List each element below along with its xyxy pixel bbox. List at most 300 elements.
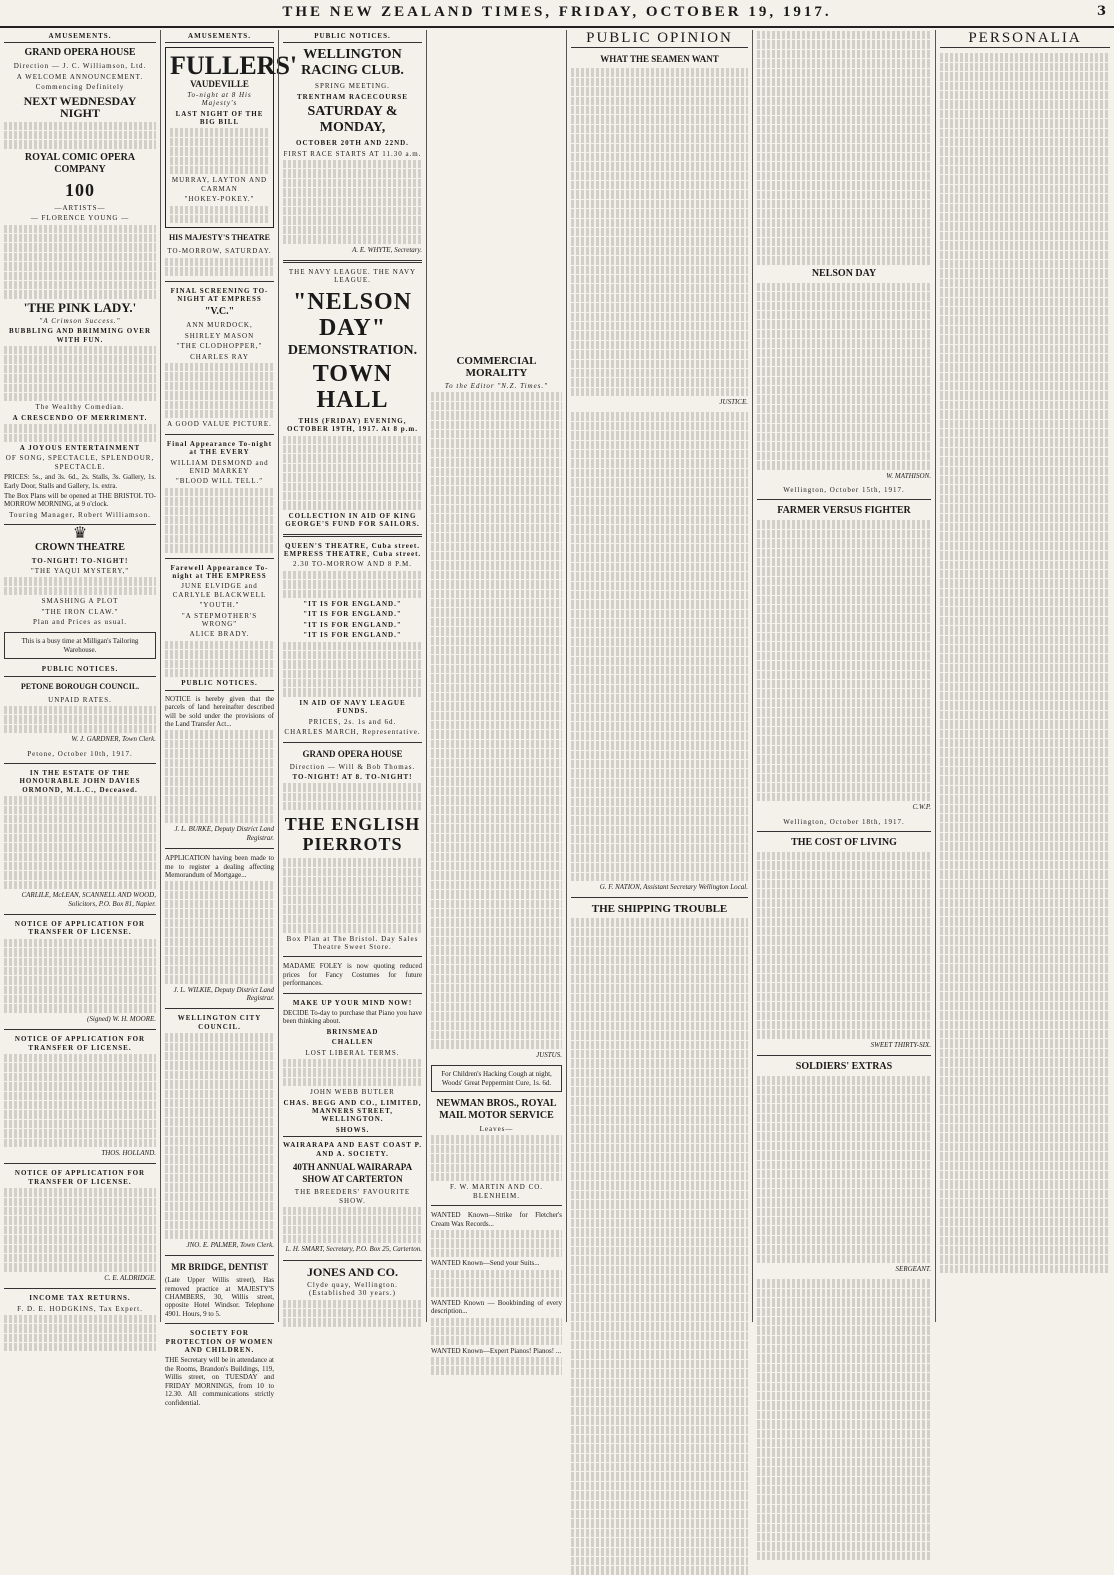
heading-shipping: THE SHIPPING TROUBLE: [591, 903, 728, 916]
body-text-line: [940, 119, 1110, 127]
body-text-line: [571, 97, 748, 105]
body-text-line: [940, 288, 1110, 296]
body-text-line: [571, 497, 748, 505]
body-text-line: [571, 1313, 748, 1321]
body-text-line: [571, 553, 748, 561]
body-text-line: [431, 1288, 562, 1296]
body-text-line: [571, 78, 748, 86]
body-text-line: [940, 683, 1110, 691]
notice-petone-date: Petone, October 10th, 1917.: [27, 749, 133, 758]
body-text-line: [940, 53, 1110, 61]
body-text-line: [757, 1198, 931, 1206]
body-text-line: [940, 175, 1110, 183]
ad-queens: QUEEN'S THEATRE, Cuba street. EMPRESS THEATRE, Cuba street.: [283, 541, 422, 558]
notice-dispose: NOTICE is hereby given that the parcels of land hereinafter described will be sold under the provisions of the Land Transfer Act...: [165, 694, 274, 728]
body-text-line: [757, 311, 931, 319]
body-text-line: [4, 725, 156, 733]
body-text-line: [757, 605, 931, 613]
body-text-line: [571, 675, 748, 683]
ad-smashing: SMASHING A PLOT: [41, 597, 119, 606]
body-text-line: [757, 106, 931, 114]
body-text-line: [571, 181, 748, 189]
body-text-line: [431, 1031, 562, 1039]
ad-smart: L. H. SMART, Secretary, P.O. Box 25, Carterton.: [285, 1245, 422, 1254]
body-text-line: [283, 580, 422, 588]
body-text-line: [757, 191, 931, 199]
ad-artists: —ARTISTS—: [54, 203, 106, 212]
body-text-line: [431, 1145, 562, 1153]
body-text-line: [571, 975, 748, 983]
body-text-line: [757, 871, 931, 879]
body-text-line: [283, 1318, 422, 1326]
body-text-line: [283, 1300, 422, 1308]
section-public-notices: PUBLIC NOTICES.: [4, 665, 156, 676]
body-text-line: [4, 1315, 156, 1323]
body-text-line: [757, 993, 931, 1001]
body-text-line: [571, 266, 748, 274]
body-text-line: [757, 1245, 931, 1253]
body-text-line: [940, 899, 1110, 907]
body-text-line: [283, 216, 422, 224]
body-text-line: [431, 449, 562, 457]
ad-collection: COLLECTION IN AID OF KING GEORGE'S FUND FOR SAILORS.: [285, 511, 420, 529]
body-text-line: [571, 741, 748, 749]
body-text-line: [940, 251, 1110, 259]
body-text-line: [571, 769, 748, 777]
notice-palmer: JNO. E. PALMER, Town Clerk.: [186, 1240, 274, 1249]
body-text-line: [571, 1501, 748, 1509]
body-text-line: [757, 746, 931, 754]
body-text-line: [757, 624, 931, 632]
body-text-line: [940, 82, 1110, 90]
body-text-line: [431, 608, 562, 616]
body-text-line: [4, 706, 156, 714]
body-text-line: [757, 414, 931, 422]
body-text-line: [940, 157, 1110, 165]
body-text-line: [283, 688, 422, 696]
body-text-line: [165, 806, 274, 814]
body-text-line: [431, 524, 562, 532]
ad-comedian: The Wealthy Comedian.: [35, 403, 125, 412]
body-text-line: [571, 1087, 748, 1095]
body-text-line: [571, 1416, 748, 1424]
body-text-line: [4, 976, 156, 984]
body-text-line: [431, 777, 562, 785]
body-text-line: [165, 507, 274, 515]
body-text-line: [283, 905, 422, 913]
notice-gardner: W. J. GARDNER, Town Clerk.: [71, 735, 156, 744]
body-text-line: [571, 341, 748, 349]
ad-wanted-4: WANTED Known—Expert Pianos! Pianos! ...: [431, 1346, 562, 1355]
body-text-line: [571, 1144, 748, 1152]
ad-it-is-3: "IT IS FOR ENGLAND.": [303, 620, 402, 629]
body-text-line: [940, 1246, 1110, 1254]
body-text-line: [940, 185, 1110, 193]
body-text-line: [757, 97, 931, 105]
body-text-line: [940, 241, 1110, 249]
body-text-line: [757, 965, 931, 973]
ad-grand-opera-house: GRAND OPERA HOUSE: [24, 47, 136, 59]
body-text-line: [4, 355, 156, 363]
body-text-line: [571, 563, 748, 571]
body-text-line: [757, 680, 931, 688]
body-text-line: [165, 382, 274, 390]
body-text-line: [571, 1097, 748, 1105]
body-text-line: [431, 890, 562, 898]
body-text-line: [283, 1235, 422, 1243]
body-text-line: [283, 783, 422, 791]
body-text-line: [940, 974, 1110, 982]
notice-holland: THOS. HOLLAND.: [101, 1148, 156, 1157]
body-text-line: [165, 641, 274, 649]
body-text-line: [571, 360, 748, 368]
body-text-line: [940, 457, 1110, 465]
body-text-line: [940, 579, 1110, 587]
body-text-line: [431, 975, 562, 983]
body-text-line: [571, 275, 748, 283]
body-text-line: [283, 660, 422, 668]
body-text-line: [431, 1003, 562, 1011]
ad-elvidge: JUNE ELVIDGE and CARLYLE BLACKWELL: [172, 582, 267, 599]
ad-march: CHARLES MARCH, Representative.: [284, 728, 421, 737]
body-text-line: [571, 284, 748, 292]
body-text-line: [757, 1226, 931, 1234]
section-public-notices-3: PUBLIC NOTICES.: [283, 32, 422, 43]
body-text-line: [4, 140, 156, 148]
body-text-line: [165, 1165, 274, 1173]
body-text-line: [571, 1238, 748, 1246]
body-text-line: [571, 863, 748, 871]
body-text-line: [571, 835, 748, 843]
body-text-line: [757, 1495, 931, 1503]
body-text-line: [757, 144, 931, 152]
ad-bristol: Box Plan at The Bristol. Day Sales Theatre Sweet Store.: [286, 934, 419, 952]
body-text-line: [4, 384, 156, 392]
body-text-line: [757, 699, 931, 707]
body-text-line: [571, 303, 748, 311]
body-text-line: [757, 256, 931, 264]
ad-grand-opera-3: GRAND OPERA HOUSE: [302, 748, 403, 759]
body-text-line: [571, 1041, 748, 1049]
body-text-line: [940, 194, 1110, 202]
ad-final-appearance: Final Appearance To-night at THE EVERY: [166, 439, 273, 457]
body-text-line: [757, 955, 931, 963]
body-text-line: [571, 322, 748, 330]
body-text-line: [940, 1124, 1110, 1132]
body-text-line: [757, 339, 931, 347]
body-text-line: [571, 190, 748, 198]
body-text-line: [940, 795, 1110, 803]
body-text-line: [757, 59, 931, 67]
body-text-line: [571, 1407, 748, 1415]
body-text-line: [757, 1383, 931, 1391]
col5-nation: G. F. NATION, Assistant Secretary Wellington Local.: [599, 883, 748, 892]
body-text-line: [940, 880, 1110, 888]
body-text-line: [431, 749, 562, 757]
notice-aldridge: C. E. ALDRIDGE.: [104, 1273, 156, 1282]
body-text-line: [571, 488, 748, 496]
body-text-line: [4, 234, 156, 242]
body-text-line: [4, 986, 156, 994]
body-text-line: [571, 459, 748, 467]
body-text-line: [571, 816, 748, 824]
body-text-line: [4, 1216, 156, 1224]
body-text-line: [165, 759, 274, 767]
ad-song: OF SONG, SPECTACLE, SPLENDOUR, SPECTACLE.: [5, 454, 155, 471]
body-text-line: [940, 607, 1110, 615]
body-text-line: [165, 258, 274, 266]
body-text-line: [431, 1279, 562, 1287]
body-text-line: [165, 1230, 274, 1238]
body-text-line: [757, 1289, 931, 1297]
ad-fullers: [165, 47, 298, 228]
notice-secretary: THE Secretary will be in attendance at the Rooms, Brandon's Buildings, 119, Willis street, on TUESDAY and FRIDAY MORNINGS, from 10 to 12.30. All communications strictly confidential.: [165, 1356, 274, 1407]
body-text-line: [571, 350, 748, 358]
body-text-line: [4, 806, 156, 814]
body-text-line: [431, 590, 562, 598]
body-text-line: [165, 1043, 274, 1051]
body-text-line: [431, 1249, 562, 1257]
body-text-line: [757, 1179, 931, 1187]
body-text-line: [4, 1334, 156, 1342]
body-text-line: [757, 134, 931, 142]
body-text-line: [757, 1364, 931, 1372]
body-text-line: [431, 665, 562, 673]
body-text-line: [431, 693, 562, 701]
ad-spring: SPRING MEETING.: [315, 82, 390, 91]
body-text-line: [4, 715, 156, 723]
body-text-line: [431, 730, 562, 738]
body-text-line: [4, 374, 156, 382]
body-text-line: [431, 1022, 562, 1030]
body-text-line: [283, 188, 422, 196]
body-text-line: [940, 842, 1110, 850]
body-text-line: [940, 776, 1110, 784]
body-text-line: [757, 530, 931, 538]
body-text-line: [757, 40, 931, 48]
body-text-line: [165, 535, 274, 543]
body-text-line: [757, 1021, 931, 1029]
body-text-line: [571, 713, 748, 721]
body-text-line: [757, 1336, 931, 1344]
ad-stepmother: "A STEPMOTHER'S WRONG": [181, 611, 258, 628]
body-text-line: [165, 1108, 274, 1116]
body-text-line: [170, 138, 269, 146]
body-text-line: [757, 793, 931, 801]
col6-wellington-oct18: Wellington, October 18th, 1917.: [783, 817, 905, 826]
body-text-line: [431, 984, 562, 992]
body-text-line: [571, 1426, 748, 1434]
body-text-line: [4, 434, 156, 442]
body-text-line: [940, 504, 1110, 512]
body-text-line: [165, 1155, 274, 1163]
body-text-line: [571, 826, 748, 834]
body-text-line: [940, 617, 1110, 625]
body-text-line: [940, 279, 1110, 287]
body-text-line: [757, 228, 931, 236]
col6-sergeant: SERGEANT.: [895, 1264, 931, 1273]
body-text-line: [283, 235, 422, 243]
body-text-line: [4, 122, 156, 130]
ad-it-is-2: "IT IS FOR ENGLAND.": [303, 610, 402, 619]
body-text-line: [165, 401, 274, 409]
body-text-line: [4, 587, 156, 595]
ad-good-value: A GOOD VALUE PICTURE.: [167, 420, 272, 429]
body-text-line: [431, 552, 562, 560]
body-text-line: [940, 1002, 1110, 1010]
section-amusements: AMUSEMENTS.: [4, 32, 156, 43]
body-text-line: [571, 854, 748, 862]
body-text-line: [757, 302, 931, 310]
body-text-line: [757, 1189, 931, 1197]
body-text-line: [757, 520, 931, 528]
body-text-line: [757, 1524, 931, 1532]
body-text-line: [165, 1212, 274, 1220]
body-text-line: [940, 326, 1110, 334]
body-text-line: [940, 561, 1110, 569]
body-text-line: [940, 1180, 1110, 1188]
ad-times: 2.30 TO-MORROW AND 8 P.M.: [293, 560, 412, 569]
body-text-line: [757, 1298, 931, 1306]
body-text-line: [571, 1566, 748, 1574]
body-text-line: [431, 1164, 562, 1172]
body-text-line: [571, 937, 748, 945]
body-text-line: [571, 525, 748, 533]
notice-society: SOCIETY FOR PROTECTION OF WOMEN AND CHILDREN.: [165, 1329, 274, 1355]
body-text-line: [4, 967, 156, 975]
body-text-line: [757, 247, 931, 255]
body-text-line: [940, 870, 1110, 878]
body-text-line: [283, 915, 422, 923]
ad-whyte: A. E. WHYTE, Secretary.: [352, 245, 422, 254]
body-text-line: [571, 153, 748, 161]
body-text-line: [940, 823, 1110, 831]
body-text-line: [571, 247, 748, 255]
body-text-line: [4, 290, 156, 298]
body-text-line: [165, 787, 274, 795]
body-text-line: [571, 928, 748, 936]
ad-plan-prices: Plan and Prices as usual.: [32, 617, 127, 626]
ad-make-up: MAKE UP YOUR MIND NOW!: [292, 998, 413, 1007]
body-text-line: [431, 965, 562, 973]
ad-it-is-4: "IT IS FOR ENGLAND.": [303, 631, 402, 640]
body-text-line: [757, 736, 931, 744]
body-text-line: [571, 1012, 748, 1020]
body-text-line: [431, 430, 562, 438]
body-text-line: [757, 31, 931, 39]
body-text-line: [571, 798, 748, 806]
body-text-line: [4, 948, 156, 956]
body-text-line: [940, 861, 1110, 869]
body-text-line: [431, 909, 562, 917]
body-text-line: [571, 1285, 748, 1293]
body-text-line: [4, 1063, 156, 1071]
body-text-line: [571, 1482, 748, 1490]
body-text-line: [4, 281, 156, 289]
body-text-line: [571, 378, 748, 386]
body-text-line: [757, 377, 931, 385]
body-text-line: [571, 115, 748, 123]
body-text-line: [571, 1519, 748, 1527]
body-text-line: [571, 1491, 748, 1499]
ad-woods-cure: For Children's Hacking Cough at night, Woods' Great Peppermint Cure, 1s. 6d.: [431, 1065, 562, 1092]
body-text-line: [940, 110, 1110, 118]
ad-vc: "V.C.": [204, 306, 235, 318]
body-text-line: [757, 586, 931, 594]
body-text-line: [940, 814, 1110, 822]
body-text-line: [757, 405, 931, 413]
notice-carlile: CARLILE, McLEAN, SCANNELL AND WOOD, Solicitors, P.O. Box 81, Napier.: [21, 891, 156, 908]
body-text-line: [170, 147, 269, 155]
body-text-line: [4, 1110, 156, 1118]
body-text-line: [170, 128, 269, 136]
heading-farmer: FARMER VERSUS FIGHTER: [777, 505, 911, 517]
body-text-line: [283, 454, 422, 462]
body-text-line: [757, 539, 931, 547]
col5-justice: JUSTICE.: [719, 398, 748, 407]
body-text-line: [940, 495, 1110, 503]
body-text-line: [940, 1011, 1110, 1019]
body-text-line: [940, 730, 1110, 738]
body-text-line: [940, 420, 1110, 428]
body-text-line: [571, 313, 748, 321]
body-text-line: [165, 525, 274, 533]
body-text-line: [757, 1401, 931, 1409]
body-text-line: [571, 965, 748, 973]
body-text-line: [940, 100, 1110, 108]
body-text-line: [757, 1086, 931, 1094]
body-text-line: [757, 1533, 931, 1541]
body-text-line: [431, 580, 562, 588]
body-text-line: [757, 1095, 931, 1103]
body-text-line: [431, 806, 562, 814]
body-text-line: [283, 492, 422, 500]
body-text-line: [431, 1173, 562, 1181]
body-text-line: [571, 1472, 748, 1480]
body-text-line: [571, 1275, 748, 1283]
body-text-line: [4, 424, 156, 432]
body-text-line: [757, 1030, 931, 1038]
body-text-line: [4, 939, 156, 947]
body-text-line: [757, 567, 931, 575]
body-text-line: [571, 1341, 748, 1349]
body-text-line: [4, 1129, 156, 1137]
fullers-last-night: LAST NIGHT OF THE BIG BILL: [175, 109, 264, 127]
ad-wanted-3: WANTED Known — Bookbinding of every description...: [431, 1298, 562, 1316]
body-text-line: [165, 410, 274, 418]
body-text-line: [4, 272, 156, 280]
body-text-line: [571, 1548, 748, 1556]
body-text-line: [940, 645, 1110, 653]
body-text-line: [431, 543, 562, 551]
body-text-line: [4, 1092, 156, 1100]
body-text-line: [571, 647, 748, 655]
body-text-line: [571, 219, 748, 227]
body-text-line: [571, 873, 748, 881]
body-text-line: [940, 946, 1110, 954]
body-text-line: [431, 946, 562, 954]
body-text-line: [431, 627, 562, 635]
body-text-line: [571, 1350, 748, 1358]
body-text-line: [940, 701, 1110, 709]
ad-yaqui: "THE YAQUI MYSTERY,": [30, 566, 130, 575]
ad-commencing: Commencing Definitely: [35, 83, 125, 92]
body-text-line: [757, 452, 931, 460]
body-text-line: [571, 331, 748, 339]
body-text-line: [757, 1208, 931, 1216]
ad-bridge: MR BRIDGE, DENTIST: [171, 1262, 268, 1273]
ad-race-days: SATURDAY & MONDAY,: [307, 104, 398, 136]
